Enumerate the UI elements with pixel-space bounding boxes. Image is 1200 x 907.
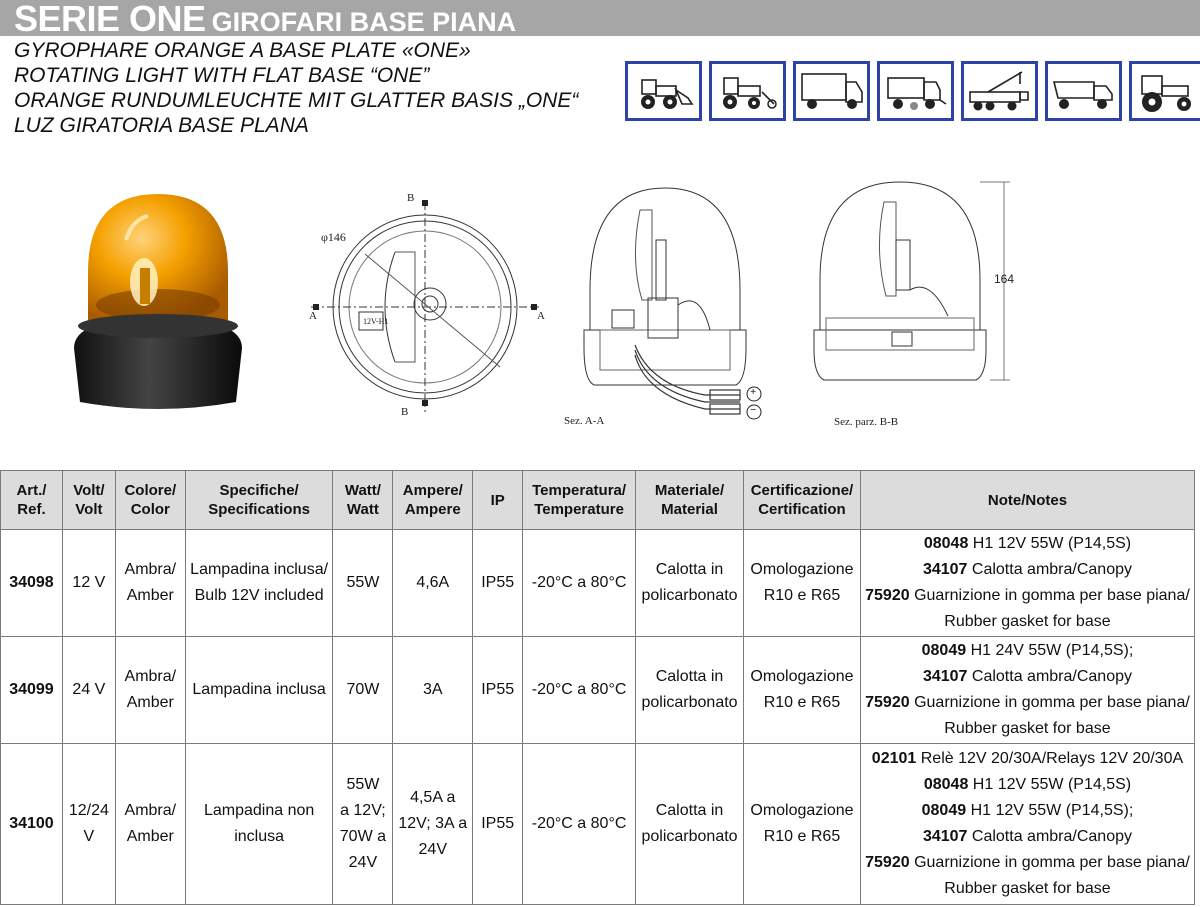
height-dimension-label: 164 <box>994 272 1015 286</box>
ip-cell: IP55 <box>473 744 523 905</box>
certification-cell: Omologazione R10 e R65 <box>744 744 861 905</box>
art-ref-cell: 34098 <box>1 530 63 637</box>
tractor-icon <box>1129 61 1200 121</box>
section-bb-caption: Sez. parz. B-B <box>834 416 899 428</box>
series-subtitle: GIROFARI BASE PIANA <box>211 7 517 37</box>
art-ref-cell: 34099 <box>1 637 63 744</box>
note-line: 02101 Relè 12V 20/30A/Relays 12V 20/30A <box>871 750 1184 767</box>
note-line: 08049 H1 24V 55W (P14,5S); <box>921 642 1134 659</box>
notes-cell <box>860 530 1194 637</box>
header-certification: Certificazione/ Certification <box>744 471 861 530</box>
product-name-de: ORANGE RUNDUMLEUCHTE MIT GLATTER BASIS „ONE“ <box>14 89 579 112</box>
volt-cell: 12 V <box>62 530 115 637</box>
product-names <box>14 38 578 138</box>
dump-truck-icon <box>1045 61 1122 121</box>
section-b-bottom-label: B <box>401 406 409 418</box>
ampere-cell: 4,6A <box>393 530 473 637</box>
header-color: Colore/ Color <box>115 471 185 530</box>
table-row <box>1 530 1195 637</box>
header-notes: Note/Notes <box>860 471 1194 530</box>
note-line: Rubber gasket for base <box>944 720 1111 737</box>
header-specs: Specifiche/ Specifications <box>185 471 333 530</box>
note-line: 75920 Guarnizione in gomma per base piana/ <box>865 694 1190 711</box>
ampere-cell: 4,5A a 12V; 3A a 24V <box>393 744 473 905</box>
section-a-left-label: A <box>309 310 317 322</box>
header-ip: IP <box>473 471 523 530</box>
wheel-loader-icon <box>625 61 702 121</box>
note-line: Rubber gasket for base <box>944 613 1111 630</box>
page-title <box>14 0 516 40</box>
voltage-label: 12V-H1 <box>363 317 389 326</box>
product-name-en: ROTATING LIGHT WITH FLAT BASE “ONE” <box>14 64 430 87</box>
notes-cell <box>860 637 1194 744</box>
watt-cell: 55W a 12V; 70W a 24V <box>333 744 393 905</box>
beacon-photo <box>66 180 246 416</box>
specs-cell: Lampadina inclusa/ Bulb 12V included <box>185 530 333 637</box>
note-line: 34107 Calotta ambra/Canopy <box>922 561 1132 578</box>
certification-cell: Omologazione R10 e R65 <box>744 637 861 744</box>
color-cell: Ambra/ Amber <box>115 637 185 744</box>
header-art: Art./ Ref. <box>1 471 63 530</box>
color-cell: Ambra/ Amber <box>115 744 185 905</box>
temperature-cell: -20°C a 80°C <box>523 530 636 637</box>
ip-cell: IP55 <box>473 530 523 637</box>
series-title: SERIE ONE <box>14 0 206 39</box>
section-bb-drawing <box>800 170 1030 430</box>
top-view-drawing <box>305 192 550 422</box>
section-a-right-label: A <box>537 310 545 322</box>
header-watt: Watt/ Watt <box>333 471 393 530</box>
header-temperature: Temperatura/ Temperature <box>523 471 636 530</box>
color-cell: Ambra/ Amber <box>115 530 185 637</box>
section-aa-caption: Sez. A-A <box>564 415 605 427</box>
minus-terminal-label: − <box>750 404 757 416</box>
road-sweeper-icon <box>877 61 954 121</box>
temperature-cell: -20°C a 80°C <box>523 637 636 744</box>
notes-cell <box>860 744 1194 905</box>
specs-cell: Lampadina non inclusa <box>185 744 333 905</box>
note-line: 08048 H1 12V 55W (P14,5S) <box>923 535 1132 552</box>
certification-cell: Omologazione R10 e R65 <box>744 530 861 637</box>
specification-table <box>0 470 1195 905</box>
truck-icon <box>793 61 870 121</box>
header-ampere: Ampere/ Ampere <box>393 471 473 530</box>
specs-cell: Lampadina inclusa <box>185 637 333 744</box>
material-cell: Calotta in policarbonato <box>636 530 744 637</box>
watt-cell: 55W <box>333 530 393 637</box>
crane-truck-icon <box>961 61 1038 121</box>
watt-cell: 70W <box>333 637 393 744</box>
header-bar <box>0 0 1200 39</box>
product-name-fr: GYROPHARE ORANGE A BASE PLATE «ONE» <box>14 39 471 62</box>
note-line: 75920 Guarnizione in gomma per base piana/ <box>865 587 1190 604</box>
table-row <box>1 744 1195 905</box>
material-cell: Calotta in policarbonato <box>636 637 744 744</box>
note-line: 75920 Guarnizione in gomma per base piana/ <box>865 854 1190 871</box>
table-row <box>1 637 1195 744</box>
compact-tractor-icon <box>709 61 786 121</box>
ampere-cell: 3A <box>393 637 473 744</box>
diameter-label: φ146 <box>321 230 346 244</box>
note-line: 34107 Calotta ambra/Canopy <box>922 668 1132 685</box>
art-ref-cell: 34100 <box>1 744 63 905</box>
header-material: Materiale/ Material <box>636 471 744 530</box>
note-line: Rubber gasket for base <box>944 880 1111 897</box>
section-aa-drawing <box>560 180 770 435</box>
volt-cell: 12/24 V <box>62 744 115 905</box>
section-b-top-label: B <box>407 192 415 204</box>
material-cell: Calotta in policarbonato <box>636 744 744 905</box>
note-line: 08049 H1 12V 55W (P14,5S); <box>921 802 1134 819</box>
header-volt: Volt/ Volt <box>62 471 115 530</box>
ip-cell: IP55 <box>473 637 523 744</box>
note-line: 34107 Calotta ambra/Canopy <box>922 828 1132 845</box>
table-header-row <box>1 471 1195 530</box>
temperature-cell: -20°C a 80°C <box>523 744 636 905</box>
product-name-es: LUZ GIRATORIA BASE PLANA <box>14 114 309 137</box>
volt-cell: 24 V <box>62 637 115 744</box>
plus-terminal-label: + <box>750 386 757 398</box>
note-line: 08048 H1 12V 55W (P14,5S) <box>923 776 1132 793</box>
